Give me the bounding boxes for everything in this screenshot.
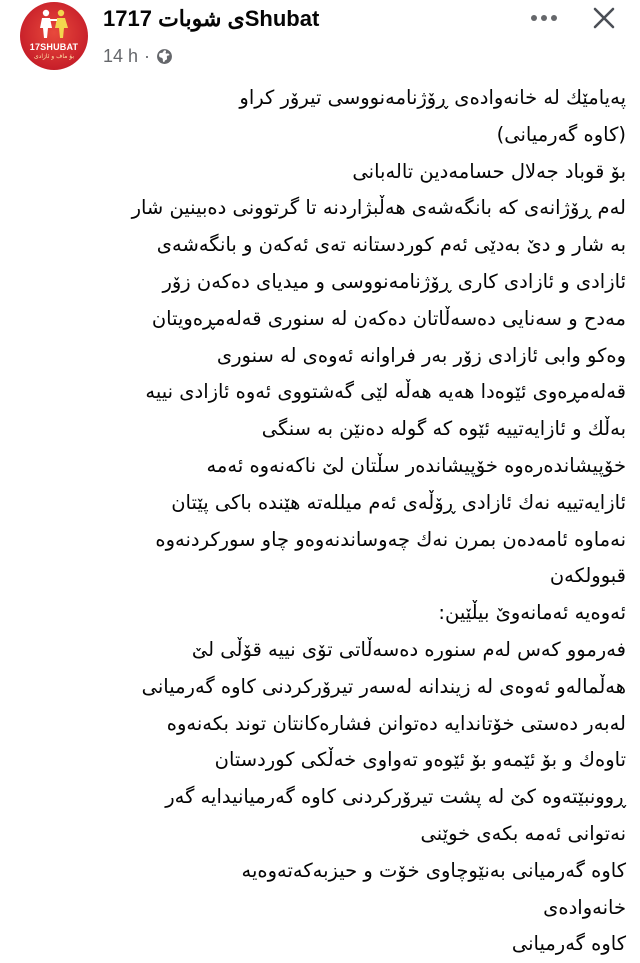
post-text-line: ڕوونبێتەوە کێ لە پشت تیرۆرکردنی کاوە گەرمیانیدایە گەر [165,785,626,809]
globe-icon[interactable] [156,48,173,65]
post-text-line: نەتوانی ئەمە بکەی خوێنی [420,821,626,845]
more-horizontal-icon [551,15,557,21]
post-text-line: ئازایەتییە نەك ئازادی ڕۆڵەی ئەم میللەتە هێندە باکی پێتان [171,490,626,514]
author-name[interactable]: 17ی شوبات 17Shubat [103,6,320,31]
post-text-line: لەبەر دەستی خۆتاندایە دەتوانن فشارەکانتان توند بکەنەوە [166,711,626,735]
logo-figures-icon [37,8,71,40]
post-text-line: بۆ قوباد جەلال حسامەدین تالەبانی [352,159,626,183]
more-horizontal-icon [541,15,547,21]
post-text-line: ئازادی و ئازادی کاری ڕۆژنامەنووسی و میدیای دەکەن زۆر [162,269,626,293]
post-text-line: هەڵمالەو ئەوەی لە زیندانە لەسەر تیرۆرکردنی کاوە گەرمیانی [141,674,626,698]
post-body [16,80,626,963]
avatar-logo-text: 17SHUBAT [29,42,79,52]
post-text-line: کاوە گەرمیانی [511,932,626,956]
timestamp[interactable]: 14 h [103,46,139,66]
post-header [0,0,640,80]
post-text-line: نەماوە ئامەدەن بمرن نەك چەوساندنەوەو چاو سورکردنەوە [155,527,626,551]
avatar-logo-subtext: بۆ ماف و ئازادی [33,53,75,60]
meta-separator: · [144,46,151,66]
post-text-line: تاوەك و بۆ ئێمەو بۆ ئێوەو تەواوی خەڵکی کوردستان [214,748,626,772]
post-text-line: ئەوەیە ئەمانەوێ بیڵێین: [438,601,626,625]
post-text-line: مەدح و سەنایی دەسەڵاتان دەکەن لە سنوری قەلەمڕەویتان [151,306,626,330]
avatar[interactable] [20,2,88,70]
more-options-button[interactable] [526,6,562,30]
post-text-line: کاوە گەرمیانی بەنێوچاوی خۆت و حیزبەکەتەوەیە [241,858,626,882]
post-text-line: پەیامێك لە خانەوادەی ڕۆژنامەنووسی تیرۆر کراو [239,86,626,109]
post-text-line: خانەوادەی [543,895,626,919]
post-text-line: (کاوە گەرمیانی) [496,122,626,146]
post-text-line: بەڵك و ئازایەتییە ئێوە کە گولە دەنێن بە سنگی [261,417,626,441]
post-text-line: قەلەمڕەوی ئێوەدا هەیە هەڵە لێی گەشتووی ئەوە ئازادی نییە [145,380,626,404]
post-text-line: خۆپیشاندەرەوە خۆپیشاندەر سڵتان لێ ناکەنەوە ئەمە [206,453,626,477]
close-icon[interactable] [588,2,620,34]
post-text-line: وەکو وابی ئازادی زۆر بەر فراوانە ئەوەی لە سنوری [216,343,626,367]
post-text-line: قبوولکەن [549,564,626,588]
post-text-line: فەرموو کەس لەم سنورە دەسەڵاتی تۆی نییە قۆڵی لێ [191,637,626,661]
more-horizontal-icon [531,15,537,21]
post-text-line: بە شار و دێ بەدێی ئەم کوردستانە تەی ئەکەن و بانگەشەی [156,233,626,257]
post-text-line: لەم ڕۆژانەی کە بانگەشەی هەڵبژاردنە تا گرتوونی دەبینین شار [131,196,626,220]
post-meta [103,46,173,67]
